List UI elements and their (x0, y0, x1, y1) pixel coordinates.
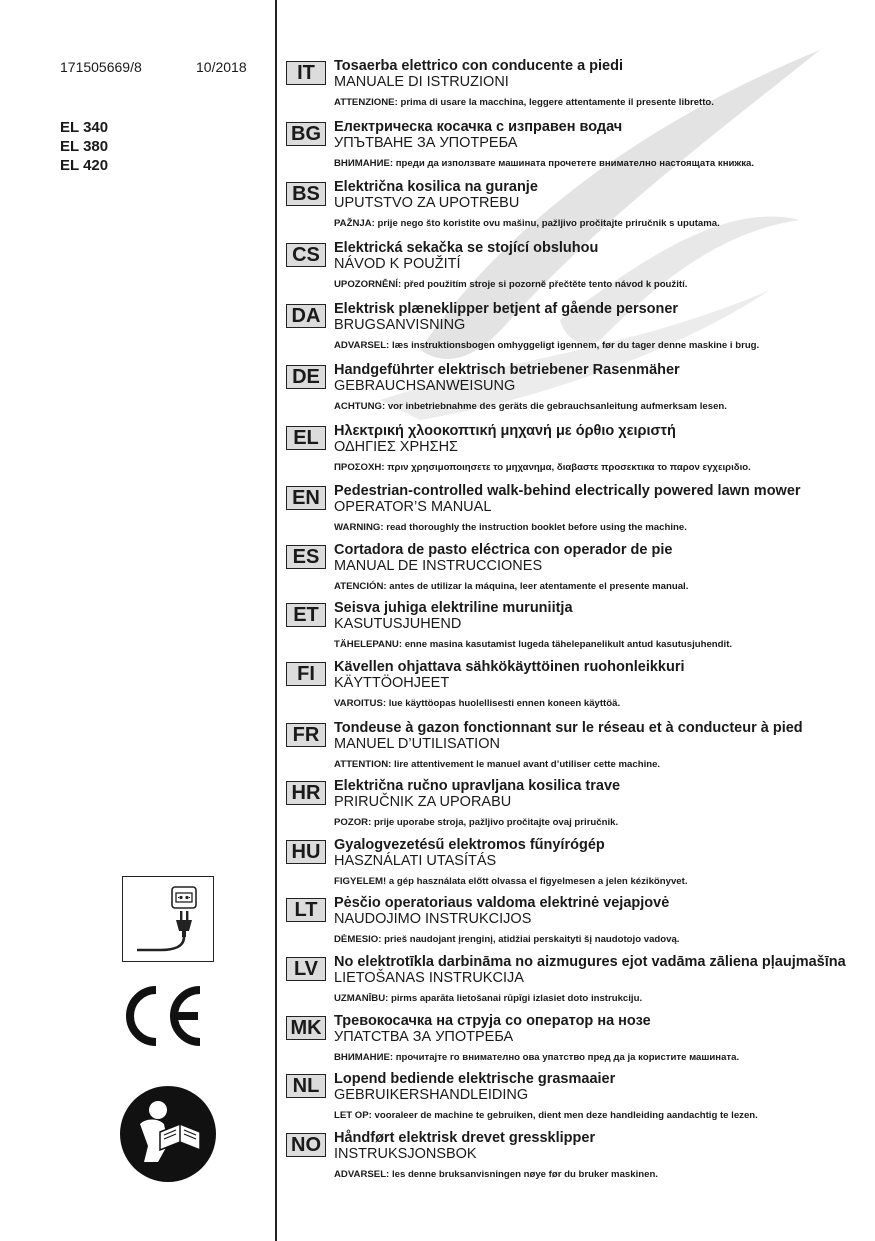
language-title: Elektrisk plæneklipper betjent af gående personer (334, 301, 679, 317)
language-code-badge: NL (286, 1074, 326, 1098)
language-code-badge: BS (286, 182, 326, 206)
ce-mark-icon (120, 984, 212, 1048)
language-warning (334, 934, 679, 945)
warning-label: ACHTUNG: (334, 401, 386, 412)
warning-text: prieš naudojant įrenginį, atidžiai perskaityti šį naudotojo vadovą. (384, 934, 680, 945)
language-code-badge: EL (286, 426, 326, 450)
warning-label: ATENCIÓN: (334, 581, 387, 592)
model-list (60, 118, 108, 175)
language-title: Gyalogvezetésű elektromos fűnyírógép (334, 837, 605, 853)
warning-text: les denne bruksanvisningen nøye før du bruker maskinen. (391, 1169, 658, 1180)
warning-text: lue käyttöopas huolellisesti ennen koneen käyttöä. (388, 698, 621, 709)
language-warning (334, 581, 688, 592)
language-subtitle: NAUDOJIMO INSTRUKCIJOS (334, 911, 532, 927)
language-warning (334, 1052, 739, 1063)
language-code-badge: ET (286, 603, 326, 627)
language-subtitle: INSTRUKSJONSBOK (334, 1146, 477, 1162)
language-warning (334, 1169, 658, 1180)
warning-label: ATTENZIONE: (334, 97, 398, 108)
language-subtitle: NÁVOD K POUŽITÍ (334, 256, 461, 272)
language-warning (334, 158, 754, 169)
warning-label: TÄHELEPANU: (334, 639, 403, 650)
language-code-badge: EN (286, 486, 326, 510)
warning-text: vooraleer de machine te gebruiken, dient men deze handleiding aandachtig te lezen. (374, 1110, 758, 1121)
warning-text: prima di usare la macchina, leggere attentamente il presente libretto. (400, 97, 714, 108)
language-warning (334, 876, 688, 887)
language-warning (334, 1110, 758, 1121)
language-subtitle: MANUEL D’UTILISATION (334, 736, 500, 752)
language-title: Håndført elektrisk drevet gressklipper (334, 1130, 596, 1146)
language-code-badge: CS (286, 243, 326, 267)
warning-label: UPOZORNĚNÍ: (334, 279, 402, 290)
read-manual-icon (118, 1084, 218, 1184)
warning-label: UZMANĪBU: (334, 993, 389, 1004)
language-warning (334, 218, 720, 229)
warning-label: ВНИМАНИЕ: (334, 1052, 394, 1063)
language-code-badge: LT (286, 898, 326, 922)
warning-label: FIGYELEM! (334, 876, 387, 887)
language-code-badge: NO (286, 1133, 326, 1157)
warning-text: před použitím stroje si pozorně přečtěte tento návod k použití. (403, 279, 688, 290)
language-title: No elektrotīkla darbināma no aizmugures ejot vadāma zāliena pļaujmašīna (334, 954, 846, 970)
warning-text: prije uporabe stroja, pažljivo pročitajte ovaj priručnik. (373, 817, 619, 828)
language-warning (334, 340, 759, 351)
document-date: 10/2018 (196, 59, 247, 75)
language-code-badge: HU (286, 840, 326, 864)
warning-label: ΠΡΟΣΟΧΗ: (334, 462, 385, 473)
language-subtitle: MANUAL DE INSTRUCCIONES (334, 558, 543, 574)
vertical-divider (275, 0, 277, 1241)
language-warning (334, 462, 751, 473)
warning-label: WARNING: (334, 522, 384, 533)
language-title: Електрическа косачка с изправен водач (334, 119, 623, 135)
warning-text: lire attentivement le manuel avant d’utiliser cette machine. (394, 759, 661, 770)
warning-text: прочитајте го внимателно ова упатство пред да ја користите машината. (395, 1052, 740, 1063)
warning-label: ATTENTION: (334, 759, 392, 770)
language-title: Elektrická sekačka se stojící obsluhou (334, 240, 599, 256)
model-item: EL 420 (60, 157, 109, 174)
warning-text: læs instruktionsbogen omhyggeligt igennem, før du tager denne maskine i brug. (391, 340, 760, 351)
language-code-badge: DE (286, 365, 326, 389)
language-code-badge: MK (286, 1016, 326, 1040)
warning-label: ВНИМАНИЕ: (334, 158, 394, 169)
plug-socket-icon (122, 876, 214, 962)
language-title: Električna kosilica na guranje (334, 179, 538, 195)
warning-label: VAROITUS: (334, 698, 387, 709)
model-item: EL 340 (60, 119, 109, 136)
warning-label: LET OP: (334, 1110, 372, 1121)
warning-label: DĖMESIO: (334, 934, 382, 945)
language-title: Seisva juhiga elektriline muruniitja (334, 600, 573, 616)
model-item: EL 380 (60, 138, 109, 155)
document-code: 171505669/8 (60, 59, 142, 75)
language-warning (334, 97, 714, 108)
language-subtitle: KASUTUSJUHEND (334, 616, 462, 632)
warning-text: vor inbetriebnahme des geräts die gebrauchsanleitung aufmerksam lesen. (387, 401, 727, 412)
warning-text: a gép használata előtt olvassa el figyelmesen a jelen kézikönyvet. (388, 876, 688, 887)
language-subtitle: LIETOŠANAS INSTRUKCIJA (334, 970, 524, 986)
warning-text: read thoroughly the instruction booklet before using the machine. (386, 522, 687, 533)
language-title: Električna ručno upravljana kosilica trave (334, 778, 621, 794)
warning-label: ADVARSEL: (334, 340, 390, 351)
language-title: Cortadora de pasto eléctrica con operador de pie (334, 542, 673, 558)
language-code-badge: HR (286, 781, 326, 805)
warning-text: pirms aparāta lietošanai rūpīgi izlasiet doto instrukciju. (391, 993, 643, 1004)
warning-label: ADVARSEL: (334, 1169, 390, 1180)
warning-text: πριν χρησιμοποιησετε το μηχανημα, διαβαστε προσεκτικα το παρον εγχειριδιο. (387, 462, 751, 473)
language-warning (334, 698, 620, 709)
warning-text: enne masina kasutamist lugeda tähelepanelikult antud kasutusjuhendit. (404, 639, 733, 650)
language-warning (334, 401, 727, 412)
language-title: Tondeuse à gazon fonctionnant sur le réseau et à conducteur à pied (334, 720, 803, 736)
language-title: Тревокосачка на струја со оператор на нозе (334, 1013, 651, 1029)
warning-label: POZOR: (334, 817, 372, 828)
language-subtitle: GEBRUIKERSHANDLEIDING (334, 1087, 529, 1103)
warning-text: antes de utilizar la máquina, leer atentamente el presente manual. (389, 581, 689, 592)
language-warning (334, 817, 618, 828)
language-title: Lopend bediende elektrische grasmaaier (334, 1071, 616, 1087)
language-code-badge: IT (286, 61, 326, 85)
language-code-badge: ES (286, 545, 326, 569)
language-subtitle: УПАТСТВА ЗА УПОТРЕБА (334, 1029, 514, 1045)
language-subtitle: PRIRUČNIK ZA UPORABU (334, 794, 512, 810)
language-warning (334, 522, 687, 533)
language-subtitle: УПЪТВАНЕ ЗА УПОТРЕБА (334, 135, 518, 151)
language-warning (334, 279, 687, 290)
language-warning (334, 759, 660, 770)
language-subtitle: BRUGSANVISNING (334, 317, 466, 333)
warning-text: преди да използвате машината прочетете внимателно настоящата книжка. (395, 158, 755, 169)
language-subtitle: GEBRAUCHSANWEISUNG (334, 378, 516, 394)
language-subtitle: UPUTSTVO ZA UPOTREBU (334, 195, 520, 211)
language-title: Tosaerba elettrico con conducente a piedi (334, 58, 623, 74)
language-code-badge: LV (286, 957, 326, 981)
language-code-badge: DA (286, 304, 326, 328)
language-warning (334, 639, 732, 650)
language-subtitle: OPERATOR’S MANUAL (334, 499, 492, 515)
language-code-badge: BG (286, 122, 326, 146)
warning-text: prije nego što koristite ovu mašinu, pažljivo pročitajte priručnik s uputama. (377, 218, 720, 229)
language-subtitle: ΟΔΗΓΙΕΣ ΧΡΗΣΗΣ (334, 439, 459, 455)
language-subtitle: HASZNÁLATI UTASÍTÁS (334, 853, 497, 869)
language-title: Pedestrian-controlled walk-behind electrically powered lawn mower (334, 483, 801, 499)
language-code-badge: FI (286, 662, 326, 686)
language-title: Ηλεκτρική χλοοκοπτική μηχανή με όρθιο χειριστή (334, 423, 676, 439)
warning-label: PAŽNJA: (334, 218, 375, 229)
language-title: Kävellen ohjattava sähkökäyttöinen ruohonleikkuri (334, 659, 685, 675)
language-title: Pėsčio operatoriaus valdoma elektrinė vejapjovė (334, 895, 670, 911)
language-code-badge: FR (286, 723, 326, 747)
language-warning (334, 993, 642, 1004)
language-subtitle: KÄYTTÖOHJEET (334, 675, 450, 691)
language-subtitle: MANUALE DI ISTRUZIONI (334, 74, 509, 90)
language-title: Handgeführter elektrisch betriebener Rasenmäher (334, 362, 680, 378)
